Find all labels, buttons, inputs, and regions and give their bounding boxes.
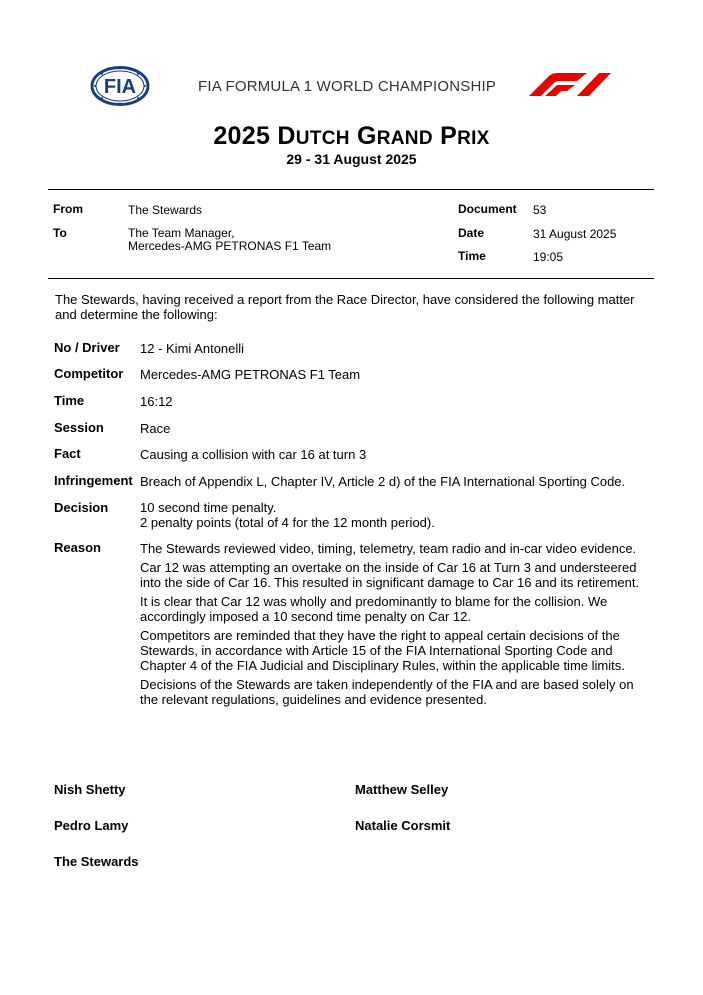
infringement-label: Infringement (54, 473, 133, 488)
date-value: 31 August 2025 (533, 227, 617, 241)
driver-label: No / Driver (54, 340, 120, 355)
fact-label: Fact (54, 446, 81, 461)
reason-value (140, 541, 640, 711)
reason-paragraph-3: It is clear that Car 12 was wholly and predominantly to blame for the collision. We accordingly imposed a 10 second time penalty on Car 12. (140, 594, 608, 624)
f1-logo-icon (527, 72, 612, 98)
to-line-2: Mercedes-AMG PETRONAS F1 Team (128, 239, 332, 253)
to-value (128, 227, 331, 253)
decision-line-2: 2 penalty points (total of 4 for the 12 month period). (140, 515, 435, 530)
divider-bottom (48, 278, 654, 279)
divider-top (48, 189, 654, 190)
competitor-label: Competitor (54, 366, 124, 381)
championship-name: FIA FORMULA 1 WORLD CHAMPIONSHIP (198, 78, 497, 95)
stewards-footer: The Stewards (54, 854, 139, 869)
steward-signature-2: Matthew Selley (355, 782, 449, 797)
driver-value: 12 - Kimi Antonelli (140, 341, 245, 356)
event-dates: 29 - 31 August 2025 (286, 151, 417, 167)
reason-paragraph-5: Decisions of the Stewards are taken independently of the FIA and are based solely on the relevant regulations, guidelines and evidence presented. (140, 677, 634, 707)
document-header (90, 62, 612, 110)
time-value: 19:05 (533, 250, 564, 264)
session-label: Session (54, 420, 104, 435)
time-row-value: 16:12 (140, 394, 173, 409)
decision-label: Decision (54, 500, 109, 515)
decision-line-1: 10 second time penalty. (140, 500, 277, 515)
document-value: 53 (533, 203, 547, 217)
from-label: From (53, 202, 83, 216)
competitor-value: Mercedes-AMG PETRONAS F1 Team (140, 367, 361, 382)
time-row-label: Time (54, 393, 85, 408)
fia-logo-icon (90, 66, 150, 106)
steward-signature-4: Natalie Corsmit (355, 818, 451, 833)
fact-value: Causing a collision with car 16 at turn 3 (140, 447, 367, 462)
intro-text: The Stewards, having received a report from the Race Director, have considered the following matter and determine the following: (55, 292, 635, 322)
steward-signature-1: Nish Shetty (54, 782, 126, 797)
to-label: To (53, 226, 67, 240)
to-line-1: The Team Manager, (128, 226, 235, 240)
decision-value (140, 500, 645, 530)
svg-text:FIA: FIA (103, 76, 137, 98)
steward-signature-3: Pedro Lamy (54, 818, 129, 833)
time-label: Time (458, 249, 486, 263)
reason-paragraph-4: Competitors are reminded that they have the right to appeal certain decisions of the Stewards, in accordance with Article 15 of the FIA International Sporting Code and Chapter 4 of the FIA Judicial and Disciplinary Rules, within the applicable time limits. (140, 628, 625, 673)
date-label: Date (458, 226, 485, 240)
document-title: 2025 DUTCH GRAND PRIX (213, 122, 490, 150)
reason-label: Reason (54, 540, 101, 555)
from-value: The Stewards (128, 203, 203, 217)
reason-paragraph-1: The Stewards reviewed video, timing, telemetry, team radio and in-car video evidence. (140, 541, 637, 556)
document-label: Document (458, 202, 517, 216)
infringement-value: Breach of Appendix L, Chapter IV, Article 2 d) of the FIA International Sporting Code. (140, 474, 626, 489)
session-value: Race (140, 421, 171, 436)
reason-paragraph-2: Car 12 was attempting an overtake on the inside of Car 16 at Turn 3 and understeered into the side of Car 16. This resulted in significant damage to Car 16 and its retirement. (140, 560, 640, 590)
